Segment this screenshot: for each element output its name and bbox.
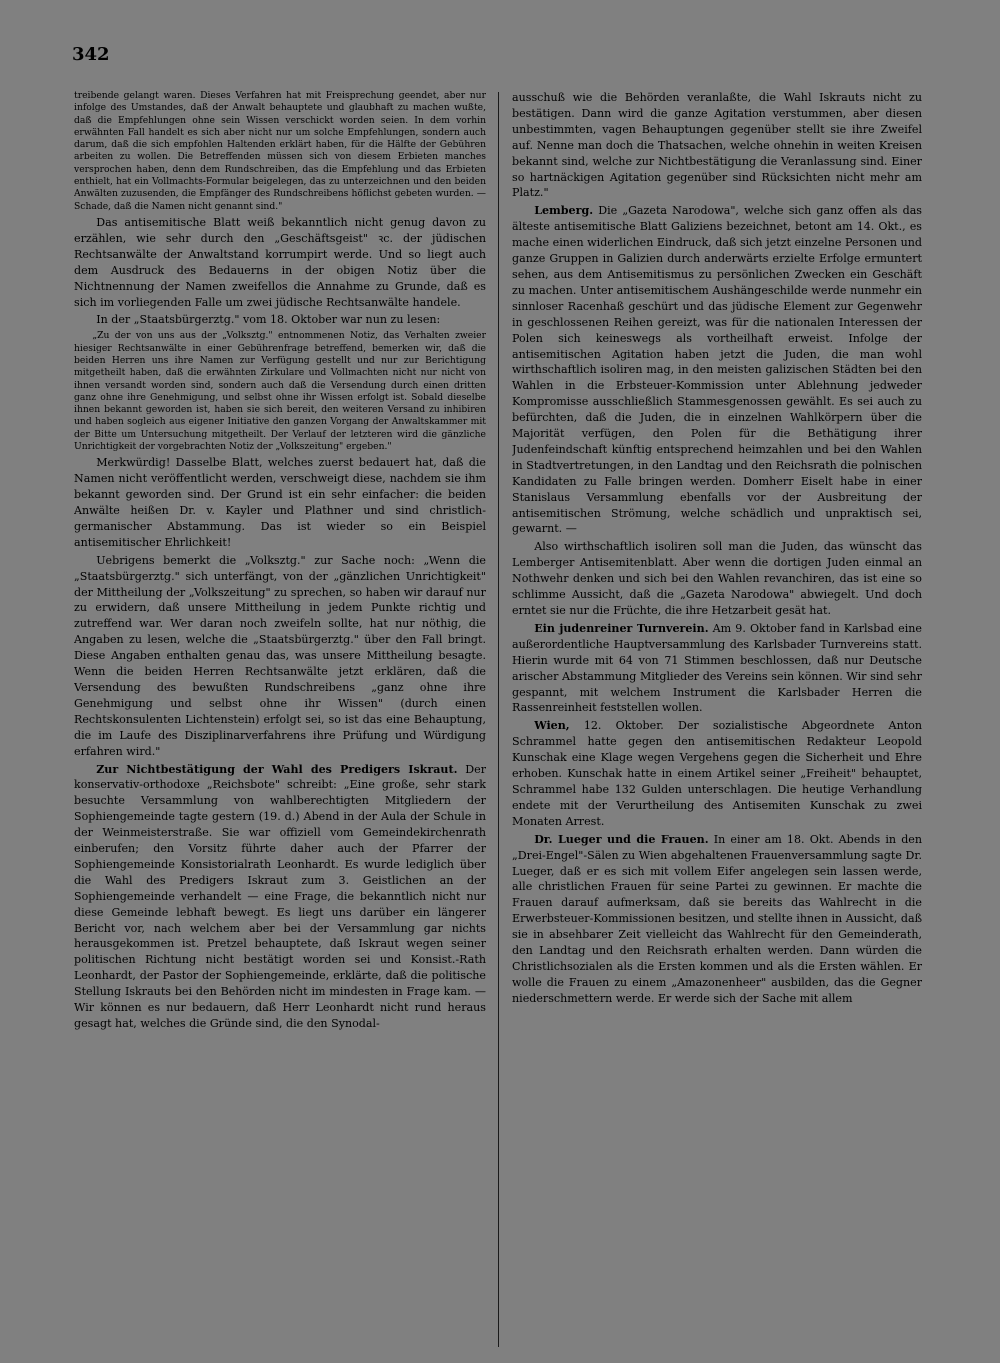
paragraph: Das antisemitische Blatt weiß bekanntlich nicht genug davon zu erzählen, wie sehr durch den „Geschäftsgeist" ꝛc. der jüdischen Rechtsanwälte der Anwaltstand korrumpirt werde. Und so liegt auch dem Ausdruck des Bedauerns in der obigen Notiz über die Nichtnennung der Namen zweifellos die Annahme zu Grunde, daß es sich im vorliegenden Falle um zwei jüdische Rechtsanwälte handele. xyxy=(74,215,486,309)
left-column xyxy=(74,90,486,1352)
article-body: Der konservativ-orthodoxe „Reichsbote" schreibt: „Eine große, sehr stark besuchte Versammlung von wahlberechtigten Mitgliedern der Sophiengemeinde tagte gestern (19. d.) Abend in der Aula der Schule in der Weinmeisterstraße. Sie war offiziell vom Gemeindekirchenrath einberufen; den Vorsitz führte daher auch der Pfarrer der Sophiengemeinde Konsistorialrath Leonhardt. Es wurde lediglich über die Wahl des Predigers Iskraut zum 3. Geistlichen an der Sophiengemeinde verhandelt — eine Frage, die bekanntlich nicht nur diese Gemeinde lebhaft bewegt. Es liegt uns darüber ein längerer Bericht vor, nach welchem aber bei der Versammlung gar nichts herausgekommen ist. Pretzel behauptete, daß Iskraut wegen seiner politischen Richtung nicht bestätigt worden sei und Konsist.-Rath Leonhardt, der Pastor der Sophiengemeinde, erklärte, daß die politische Stellung Iskrauts bei den Behörden nicht im mindesten in Frage kam. — Wir können es nur bedauern, daß Herr Leonhardt nicht rund heraus gesagt hat, welches die Gründe sind, die den Synodal- xyxy=(74,762,486,1030)
article xyxy=(512,718,922,829)
article-heading: Wien, xyxy=(534,719,570,733)
quoted-paragraph: „Zu der von uns aus der „Volksztg." entnommenen Notiz, das Verhalten zweier hiesiger Rechtsanwälte in einer Gebührenfrage betreffend, bemerken wir, daß die beiden Herren uns ihre Namen zur Verfügung gestellt und nur zur Berichtigung mitgetheilt haben, daß die erwähnten Zirkulare und Vollmachten nicht nur nicht von ihnen versandt worden sind, sondern auch daß die Versendung durch einen dritten ganz ohne ihre Genehmigung, und selbst ohne ihr Wissen erfolgt ist. Sobald dieselbe ihnen bekannt geworden ist, haben sie sich bereit, den weiteren Versand zu inhibiren und haben sogleich aus eigener Initiative den ganzen Vorgang der Anwaltskammer mit der Bitte um Untersuchung mitgetheilt. Der Verlauf der letzteren wird die gänzliche Unrichtigkeit der vorgebrachten Notiz der „Volkszeitung" ergeben." xyxy=(74,330,486,452)
article-heading: Dr. Lueger und die Frauen. xyxy=(534,832,709,846)
article-heading: Zur Nichtbestätigung der Wahl des Predigers Iskraut. xyxy=(96,762,458,776)
article-body: In einer am 18. Okt. Abends in den „Drei-Engel"-Sälen zu Wien abgehaltenen Frauenversammlung sagte Dr. Lueger, daß er es sich mit vollem Eifer angelegen sein lassen werde, alle christlichen Frauen für seine Partei zu gewinnen. Er machte die Frauen darauf aufmerksam, daß sie bereits das Wahlrecht in die Erwerbsteuer-Kommissionen besitzen, und stellte ihnen in Aussicht, daß sie in absehbarer Zeit vielleicht das Wahlrecht für den Gemeinderath, den Landtag und den Reichsrath erhalten werden. Dann würden die Christlichsozialen als die Ersten kommen und als die Ersten wählen. Er wolle die Frauen zu einem „Amazonenheer" ausbilden, das die Gegner niederschmettern werde. Er werde sich der Sache mit allem xyxy=(512,832,922,1005)
paragraph: Merkwürdig! Dasselbe Blatt, welches zuerst bedauert hat, daß die Namen nicht veröffentlicht werden, verschweigt diese, nachdem sie ihm bekannt geworden sind. Der Grund ist ein sehr einfacher: die beiden Anwälte heißen Dr. v. Kayler und Plathner und sind christlich-germanischer Abstammung. Das ist wieder so ein Beispiel antisemitischer Ehrlichkeit! xyxy=(74,456,486,549)
article xyxy=(512,621,922,716)
article xyxy=(512,832,922,1007)
article-heading: Lemberg. xyxy=(534,204,594,218)
right-column xyxy=(512,90,922,1352)
column-divider xyxy=(498,92,499,1347)
paragraph: Uebrigens bemerkt die „Volksztg." zur Sache noch: „Wenn die „Staatsbürgerztg." sich unterfängt, von der „gänzlichen Unrichtigkeit" der Mittheilung der „Volkszeitung" zu sprechen, so haben wir darauf nur zu erwidern, daß unsere Mittheilung in jedem Punkte richtig und zutreffend war. Wer daran noch zweifeln sollte, hat nur nöthig, die Angaben zu lesen, welche die „Staatsbürgerztg." über den Fall bringt. Diese Angaben enthalten genau das, was unsere Mittheilung besagte. Wenn die beiden Herren Rechtsanwälte jetzt erklären, daß die Versendung des bewußten Rundschreibens „ganz ohne ihre Genehmigung und selbst ohne ihr Wissen" (durch einen Rechtskonsulenten Lichtenstein) erfolgt sei, so ist das eine Behauptung, die im Laufe des Disziplinarverfahrens ihre Prüfung und Würdigung erfahren wird." xyxy=(74,553,486,758)
paragraph: ausschuß wie die Behörden veranlaßte, die Wahl Iskrauts nicht zu bestätigen. Dann wird die ganze Agitation verstummen, aber diesen unbestimmten, vagen Behauptungen gegenüber stellt sie ihre Zweifel auf. Nenne man doch die Thatsachen, welche ohnehin in weiten Kreisen bekannt sind, welche zur Nichtbestätigung die Veranlassung sind. Einer so hartnäckigen Agitation gegenüber sind Rücksichten nicht mehr am Platz." xyxy=(512,91,922,200)
article xyxy=(74,762,486,1032)
paragraph: In der „Staatsbürgerztg." vom 18. Oktober war nun zu lesen: xyxy=(96,313,441,327)
paragraph: Also wirthschaftlich isoliren soll man die Juden, das wünscht das Lemberger Antisemitenblatt. Aber wenn die dortigen Juden einmal an Nothwehr denken und sich bei den Wahlen revanchiren, das ist eine so schlimme Aussicht, daß die „Gazeta Narodowa" abwiegelt. Und doch erntet sie nur die Früchte, die ihre Hetzarbeit gesät hat. xyxy=(512,540,922,617)
page-number: 342 xyxy=(72,44,110,65)
article-body: Am 9. Oktober fand in Karlsbad eine außerordentliche Hauptversammlung des Karlsbader Turnvereins statt. Hierin wurde mit 64 von 71 Stimmen beschlossen, daß nur Deutsche arischer Abstammung Mitglieder des Vereins sein können. Wir sind sehr gespannt, mit welchem Instrument die Karlsbader Herren die Rassenreinheit feststellen wollen. xyxy=(512,621,922,715)
article-body: Die „Gazeta Narodowa", welche sich ganz offen als das älteste antisemitische Blatt Galiziens bezeichnet, betont am 14. Okt., es mache einen widerlichen Eindruck, daß sich jetzt einzelne Personen und ganze Gruppen in Galizien durch anderwärts erzielte Erfolge ermuntert sehen, aus dem Antisemitismus zu persönlichen Zwecken ein Geschäft zu machen. Unter antisemitischem Aushängeschilde werde nunmehr ein sinnloser Racenhaß geschürt und das jüdische Element zur Gegenwehr in geschlossenen Reihen gereizt, was für die nationalen Interessen der Polen sich keineswegs als vortheilhaft erweist. Infolge der antisemitischen Agitation haben jetzt die Juden, die man wohl wirthschaftlich isoliren mag, in den meisten galizischen Städten bei den Wahlen in die Erbsteuer-Kommission unter Ablehnung jedweder Kompromisse ausschließlich Stammesgenossen gewählt. Es sei auch zu befürchten, daß die Juden, die in einzelnen Wahlkörpern über die Majorität verfügen, den Polen für die Bethätigung ihrer Judenfeindschaft künftig entsprechend heimzahlen und bei den Wahlen in Stadtvertretungen, in den Landtag und den Reichsrath die polnischen Kandidaten zu Falle bringen werden. Domherr Eiselt habe in einer Stanislaus Versammlung ebenfalls vor der Ausbreitung der antisemitischen Strömung, welche schädlich und unpraktisch sei, gewarnt. — xyxy=(512,204,922,536)
article-heading: Ein judenreiner Turnverein. xyxy=(534,621,709,635)
article xyxy=(512,203,922,537)
paragraph: treibende gelangt waren. Dieses Verfahren hat mit Freisprechung geendet, aber nur infolge des Umstandes, daß der Anwalt behauptete und glaubhaft zu machen wußte, daß die Empfehlungen ohne sein Wissen verschickt worden seien. In dem vorhin erwähnten Fall handelt es sich aber nicht nur um solche Empfehlungen, sondern auch darum, daß die sich empfohlen Haltenden erklärt haben, für die Hälfte der Gebühren arbeiten zu wollen. Die Betreffenden müssen sich von diesem Erbieten manches versprochen haben, denn dem Rundschreiben, das die Empfehlung und das Erbieten enthielt, hat ein Vollmachts-Formular beigelegen, das zu unterzeichnen und den beiden Anwälten zuzusenden, die Empfänger des Rundschreibens höflichst gebeten wurden. — Schade, daß die Namen nicht genannt sind." xyxy=(74,90,486,212)
article-body: 12. Oktober. Der sozialistische Abgeordnete Anton Schrammel hatte gegen den antisemitischen Redakteur Leopold Kunschak eine Klage wegen Vergehens gegen die Sicherheit und Ehre erhoben. Kunschak hatte in einem Artikel seiner „Freiheit" behauptet, Schrammel habe 132 Gulden unterschlagen. Die heutige Verhandlung endete mit der Verurtheilung des Antisemiten Kunschak zu zwei Monaten Arrest. xyxy=(512,719,922,828)
